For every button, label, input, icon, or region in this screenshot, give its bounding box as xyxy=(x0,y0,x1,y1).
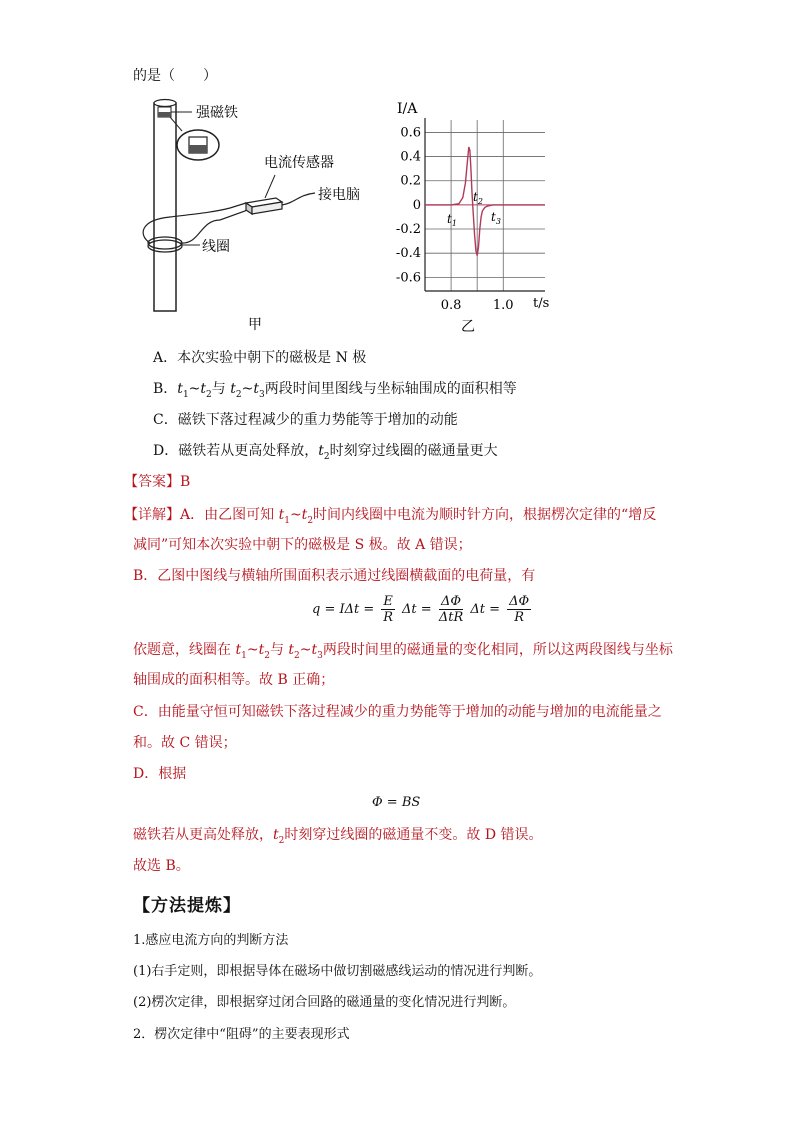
detail-line-4 xyxy=(133,640,673,666)
text: 两段时间里的磁通量的变化相同，所以这两段图线与坐标 xyxy=(322,642,673,658)
label-sensor: 电流传感器 xyxy=(264,155,334,171)
num: ΔΦ xyxy=(439,594,463,610)
label-coil: 线圈 xyxy=(202,239,230,255)
sub: 3 xyxy=(317,650,323,661)
equation-flux: Φ = BS xyxy=(372,795,421,810)
tilde: ~ xyxy=(299,642,312,658)
option-b-text: 两段时间里图线与坐标轴围成的面积相等 xyxy=(264,381,517,397)
fraction xyxy=(507,594,531,625)
den: ΔtR xyxy=(438,610,464,625)
method-line-4: 2．楞次定律中“阻碍”的主要表现形式 xyxy=(133,1027,350,1042)
option-d-text-end: 时刻穿过线圈的磁通量更大 xyxy=(329,443,498,459)
sub: 2 xyxy=(278,835,285,846)
detail-line-5: 轴围成的面积相等。故 B 正确； xyxy=(133,672,335,688)
x-axis-label: t/s xyxy=(533,296,550,311)
option-d-text: 磁铁若从更高处释放， xyxy=(178,443,319,459)
var-t: t xyxy=(177,381,183,397)
var-t: t xyxy=(235,642,242,658)
detail-line-2: 减同”可知本次实验中朝下的磁极是 S 极。故 A 错误； xyxy=(133,537,472,553)
var-t: t xyxy=(273,827,279,843)
label-computer: 接电脑 xyxy=(318,187,360,203)
option-a[interactable] xyxy=(153,348,366,368)
equation-charge xyxy=(312,594,534,625)
y-tick-label: -0.2 xyxy=(395,222,421,238)
y-tick-label: -0.4 xyxy=(395,246,421,262)
detail-line-9 xyxy=(133,825,543,851)
var-t: t xyxy=(200,381,207,397)
den: R xyxy=(383,610,394,625)
sub: 3 xyxy=(258,389,265,400)
num: E xyxy=(383,594,393,609)
current-curve xyxy=(425,147,545,256)
text: 时间内线圈中电流为顺时针方向，根据楞次定律的“增反 xyxy=(313,507,657,523)
var-t: t xyxy=(301,507,308,523)
eq-mid: Δt = xyxy=(470,602,501,617)
text: 磁铁若从更高处释放， xyxy=(133,827,273,843)
detail-line-3: B．乙图中图线与横轴所围面积表示通过线圈横截面的电荷量，有 xyxy=(133,568,536,584)
caption-jia: 甲 xyxy=(248,317,262,333)
text: 依题意，线圈在 xyxy=(133,642,236,658)
tilde: ~ xyxy=(241,381,254,397)
option-a-letter: A． xyxy=(153,350,178,366)
text: 时刻穿过线圈的磁通量不变。故 D 错误。 xyxy=(284,827,543,843)
sub: 2 xyxy=(235,389,242,400)
option-c[interactable] xyxy=(153,410,458,430)
option-a-text: 本次实验中朝下的磁极是 N 极 xyxy=(177,350,367,366)
conj: 与 xyxy=(211,381,231,397)
answer: 【答案】B xyxy=(124,474,191,490)
option-d-letter: D． xyxy=(153,443,179,459)
y-tick-label: 0.6 xyxy=(400,125,421,141)
detail-line-1 xyxy=(124,505,656,531)
option-c-text: 磁铁下落过程减少的重力势能等于增加的动能 xyxy=(177,412,458,428)
sub: 1 xyxy=(182,389,189,400)
detail-tag: 【详解】 xyxy=(124,507,180,523)
num: ΔΦ xyxy=(509,594,530,609)
option-c-letter: C． xyxy=(153,412,178,428)
var-t: t xyxy=(258,642,265,658)
detail-line-6: C．由能量守恒可知磁铁下落过程减少的重力势能等于增加的动能与增加的电流能量之 xyxy=(133,704,662,720)
var-t: t xyxy=(288,642,295,658)
method-line-1: 1.感应电流方向的判断方法 xyxy=(133,933,289,948)
sub: 2 xyxy=(264,650,270,661)
fraction xyxy=(381,594,395,625)
option-d[interactable] xyxy=(153,441,498,467)
figure-yi-chart xyxy=(385,95,565,340)
var-t: t xyxy=(253,381,259,397)
option-b[interactable] xyxy=(153,379,517,405)
t-annotation: $t_1$ xyxy=(447,212,457,228)
sub: 2 xyxy=(206,389,212,400)
x-tick-label: 0.8 xyxy=(440,298,462,313)
option-b-letter: B． xyxy=(153,381,178,397)
y-tick-label: 0.4 xyxy=(400,149,421,165)
detail-conclusion: 故选 B。 xyxy=(133,858,190,874)
y-tick-label: 0.2 xyxy=(400,173,421,189)
t-annotation-sub: 1 xyxy=(451,219,457,228)
tilde: ~ xyxy=(289,507,302,523)
text: A．由乙图可知 xyxy=(180,507,279,523)
label-magnet: 强磁铁 xyxy=(196,105,238,121)
sub: 2 xyxy=(294,650,300,661)
tilde: ~ xyxy=(246,642,259,658)
t-annotation: $t_2$ xyxy=(473,190,483,206)
y-axis-label: I/A xyxy=(397,101,418,117)
var-t: t xyxy=(311,642,318,658)
y-tick-label: 0 xyxy=(412,197,421,213)
conj: 与 xyxy=(269,642,289,658)
t-annotation-sub: 2 xyxy=(477,197,483,206)
method-line-2: (1)右手定则，即根据导体在磁场中做切割磁感线运动的情况进行判断。 xyxy=(133,964,542,979)
y-tick-label: -0.6 xyxy=(395,270,421,286)
question-stem-tail: 的是（ ） xyxy=(133,68,217,84)
method-heading: 【方法提炼】 xyxy=(133,896,241,916)
figure-jia xyxy=(140,95,380,340)
x-tick-label: 1.0 xyxy=(492,298,514,313)
tilde: ~ xyxy=(188,381,201,397)
sub: 1 xyxy=(284,515,290,526)
sub: 2 xyxy=(323,451,330,462)
var-t: t xyxy=(230,381,236,397)
eq-mid: Δt = xyxy=(402,602,432,617)
sub: 1 xyxy=(241,650,247,661)
detail-line-7: 和。故 C 错误； xyxy=(133,735,237,751)
caption-yi: 乙 xyxy=(461,319,475,335)
var-t: t xyxy=(278,507,285,523)
fraction xyxy=(439,594,463,625)
den: R xyxy=(514,610,525,625)
eq-lhs: q = IΔt = xyxy=(312,602,375,617)
detail-line-8: D．根据 xyxy=(133,766,187,782)
sub: 2 xyxy=(307,515,314,526)
t-annotation: $t_3$ xyxy=(491,210,501,226)
var-t: t xyxy=(318,443,324,459)
method-line-3: (2)楞次定律，即根据穿过闭合回路的磁通量的变化情况进行判断。 xyxy=(133,995,516,1010)
t-annotation-sub: 3 xyxy=(495,217,501,226)
